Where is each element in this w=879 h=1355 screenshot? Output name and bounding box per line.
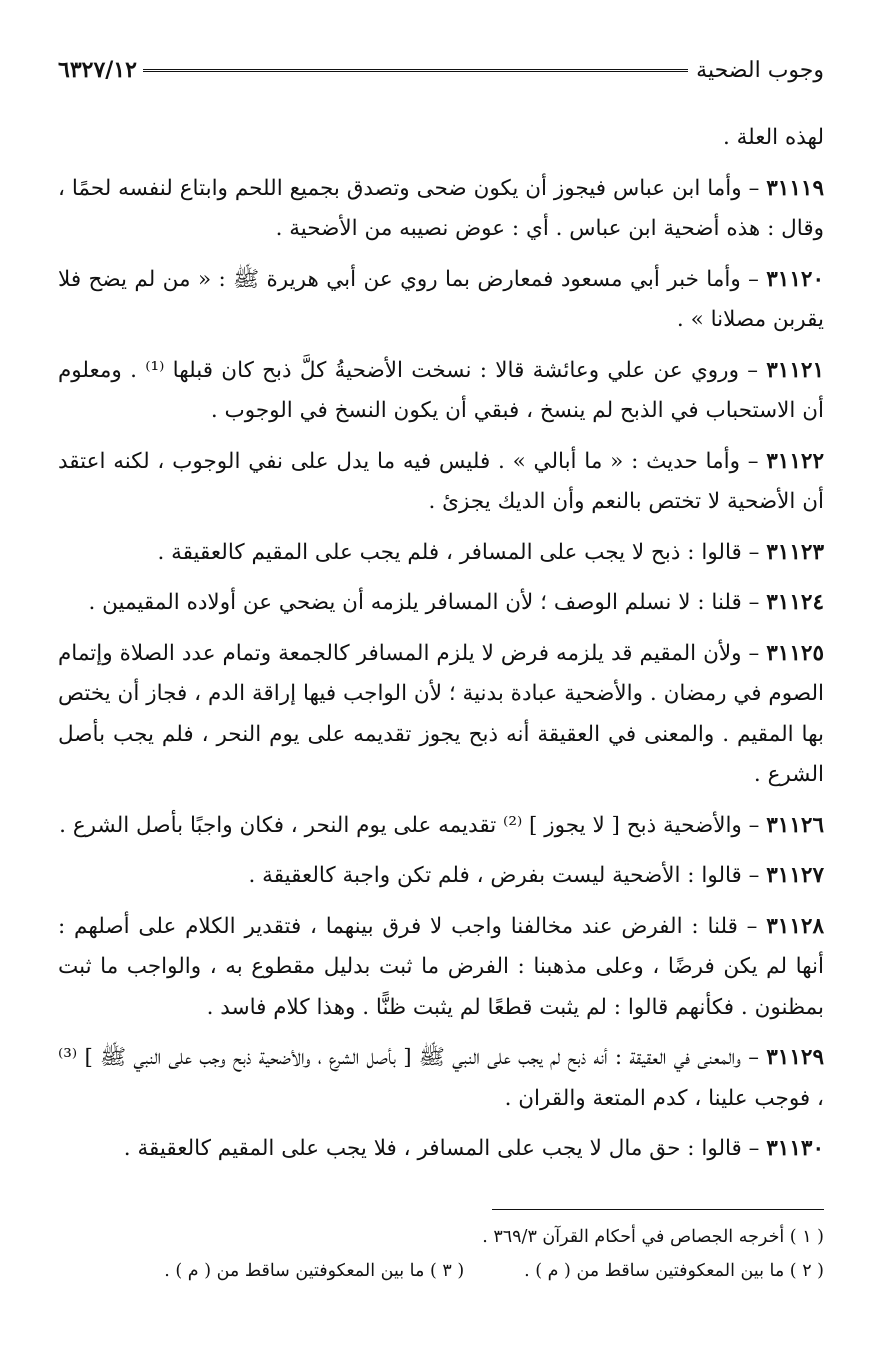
paragraph-number: ٣١١٢٤: [766, 590, 824, 615]
paragraph-number: ٣١١٢٠: [766, 266, 824, 292]
paragraph-text: – قالوا : ذبح لا يجب على المسافر ، فلم يجب على المقيم كالعقيقة .: [157, 539, 767, 565]
paragraph: [58, 1129, 824, 1170]
paragraph: [58, 1038, 824, 1119]
header-rule: [143, 69, 688, 74]
paragraph-text: – وروي عن علي وعائشة قالا : نسخت الأضحيةُ كلَّ ذبح كان قبلها ⁽¹⁾ . ومعلوم أن الاستحباب في الذبح لم ينسخ ، فبقي أن يكون النسخ في الوجوب .: [58, 357, 824, 423]
paragraph-text: لهذه العلة .: [722, 125, 824, 150]
document-page: [58, 0, 824, 1355]
paragraph-number: ٣١١٢٥: [766, 640, 824, 666]
paragraph-number: ٣١١٢١: [766, 357, 824, 383]
paragraph: [58, 118, 824, 159]
paragraph-number: ٣١١٢٧: [766, 863, 824, 888]
paragraph: [58, 260, 824, 341]
paragraph-text: – قالوا : حق مال لا يجب على المسافر ، فلا يجب على المقيم كالعقيقة .: [123, 1136, 767, 1161]
paragraph: [58, 856, 824, 897]
footnote-1: ( ١ ) أخرجه الجصاص في أحكام القرآن ٣٦٩/٣ .: [482, 1227, 824, 1247]
paragraph-text: – وأما خبر أبي مسعود فمعارض بما روي عن أبي هريرة ﷺ : « من لم يضح فلا يقربن مصلانا » .: [58, 266, 824, 332]
paragraph-text: – قلنا : لا نسلم الوصف ؛ لأن المسافر يلزمه أن يضحي عن أولاده المقيمين .: [88, 590, 767, 615]
paragraph-number: ٣١١٣٠: [766, 1136, 824, 1161]
paragraph-text: – ولأن المقيم قد يلزمه فرض لا يلزم المسافر كالجمعة وتمام عدد الصلاة وإتمام الصوم في رمضان . والأضحية عبادة بدنية ؛ لأن الواجب فيها إراقة الدم ، فجاز أن يختص بها المقيم . والمعنى في العقيقة أنه ذبح يجوز تقديمه على يوم النحر ، فلم يجب بأصل الشرع .: [58, 640, 824, 787]
footnote-2: ( ٢ ) ما بين المعكوفتين ساقط من ( م ) .: [524, 1261, 824, 1281]
paragraph: [58, 583, 824, 624]
running-title: وجوب الضحية: [696, 57, 824, 83]
paragraph-text: – قالوا : الأضحية ليست بفرض ، فلم تكن واجبة كالعقيقة .: [248, 863, 767, 888]
paragraph-text: – وأما حديث : « ما أبالي » . فليس فيه ما يدل على نفي الوجوب ، لكنه اعتقد أن الأضحية لا تختص بالنعم وأن الديك يجزئ .: [58, 448, 824, 514]
paragraph-number: ٣١١٢٣: [766, 539, 824, 565]
paragraph-text: – والمعنى في العقيقة : أنه ذبح لم يجب على النبي ﷺ [ بأصل الشرع ، والأضحية ذبح وجب على النبي ﷺ ] ⁽³⁾ ، فوجب علينا ، كدم المتعة والقران .: [58, 1045, 824, 1111]
page-number: ٦٣٢٧/١٢: [58, 57, 137, 83]
paragraph-text: – قلنا : الفرض عند مخالفنا واجب لا فرق بينهما ، فتقدير الكلام على أصلهم : أنها لم يكن فرضًا ، وعلى مذهبنا : الفرض ما ثبت بدليل مقطوع به ، والواجب ما ثبت بمظنون . فكأنهم قالوا : لم يثبت قطعًا لم يثبت ظنًّا . وهذا كلام فاسد .: [58, 913, 824, 1020]
paragraph: [58, 442, 824, 523]
body-text: [58, 118, 824, 1180]
paragraph: [58, 907, 824, 1029]
page-header: [58, 48, 824, 92]
footnote-separator: [492, 1209, 824, 1210]
paragraph: [58, 169, 824, 250]
paragraph: [58, 351, 824, 432]
paragraph-number: ٣١١٢٦: [766, 812, 824, 838]
paragraph: [58, 533, 824, 574]
paragraph-number: ٣١١٢٩: [766, 1045, 824, 1070]
footnote-row: [58, 1254, 824, 1288]
footnotes: [58, 1220, 824, 1288]
paragraph: [58, 806, 824, 847]
paragraph-text: – والأضحية ذبح [ لا يجوز ] ⁽²⁾ تقديمه على يوم النحر ، فكان واجبًا بأصل الشرع .: [59, 812, 767, 838]
paragraph-number: ٣١١٢٨: [766, 913, 824, 939]
paragraph: [58, 634, 824, 796]
paragraph-text: – وأما ابن عباس فيجوز أن يكون ضحى وتصدق بجميع اللحم وابتاع لنفسه لحمًا ، وقال : هذه أضحية ابن عباس . أي : عوض نصيبه من الأضحية .: [58, 175, 824, 241]
paragraph-number: ٣١١٢٢: [766, 448, 824, 474]
footnote-3: ( ٣ ) ما بين المعكوفتين ساقط من ( م ) .: [164, 1261, 465, 1281]
paragraph-number: ٣١١١٩: [766, 175, 824, 201]
